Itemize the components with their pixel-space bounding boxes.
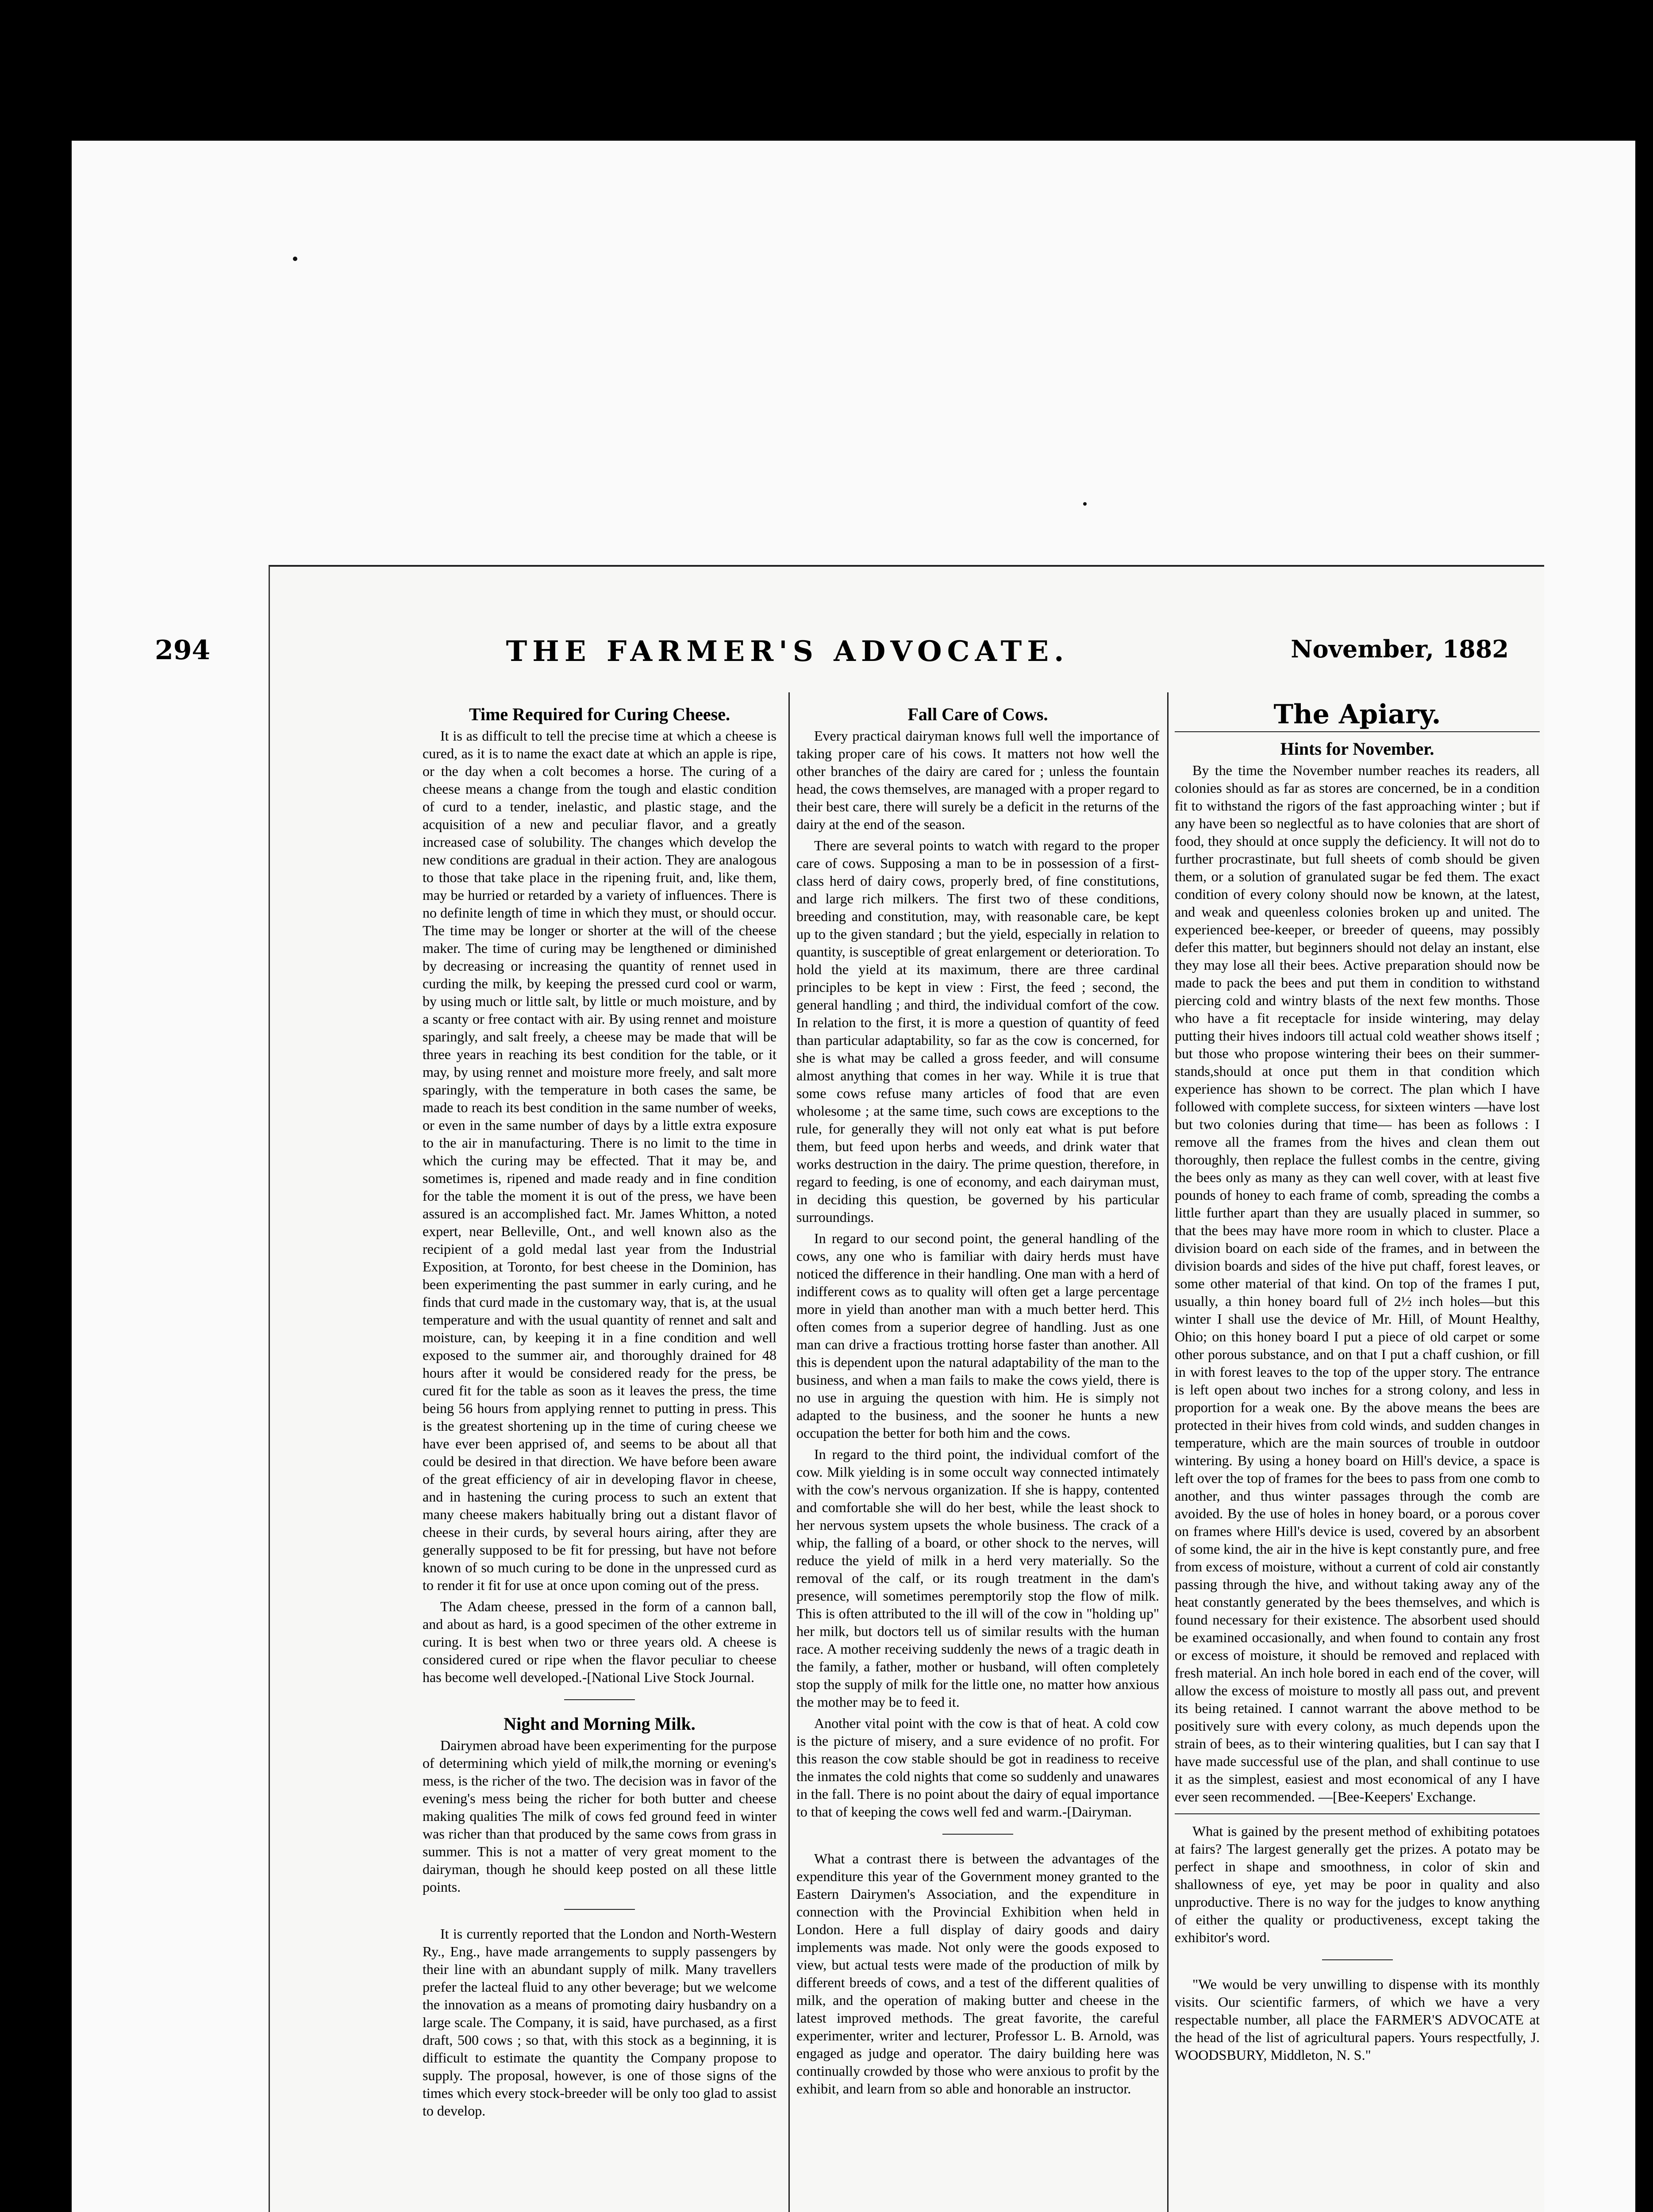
section-title: The Apiary. (1273, 699, 1441, 730)
divider (564, 1909, 635, 1910)
column-rule (1167, 692, 1169, 2212)
article-paragraph: In regard to our second point, the general handling of the cows, any one who is familiar with dairy herds must have noticed the difference in their handling. One man with a herd of indifferent cows as to quality will often get a large percentage more in yield than another man with a much better herd. This often comes from a superior degree of handling. Just as one man can drive a fractious trotting horse faster than another. All this is dependent upon the natural adaptability of the man to the business, and when a man fails to make the cows yield, there is no use in arguing the question with him. He is simply not adapted to the business, and the sooner he hunts a new occupation the better for both him and the cows. (796, 1230, 1159, 1441)
column-rule (788, 692, 790, 2212)
section-rule (1175, 731, 1540, 732)
article-paragraph: It is as difficult to tell the precise time at which a cheese is cured, as it is to name the exact date at which an apple is ripe, or the day when a colt becomes a horse. The curing of a cheese means a change from the tough and elastic condition of curd to a tender, inelastic, and plastic stage, and the acquisition of a new and peculiar flavor, and a greatly increased case of solubility. The changes which develop the new conditions are gradual in their action. They are analogous to those that take place in the ripening fruit, and, like them, may be hurried or retarded by a variety of influences. There is no definite length of time in which they must, or should occur. The time may be longer or shorter at the will of the cheese maker. The time of curing may be lengthened or diminished by decreasing or increasing the quantity of rennet used in curding the milk, by keeping the pressed curd cool or warm, by using much or little salt, by little or much moisture, and by a scanty or free contact with air. By using rennet and moisture sparingly, and salt freely, a cheese may be made that will be three years in reaching its best condition for the table, or it may, by using rennet and moisture more freely, and salt more sparingly, with the temperature in both cases the same, be made to reach its best condition in the same number of weeks, or even in the same number of days by a little extra exposure to the air in manufacturing. There is no limit to the time in which the curing may be effected. That it may be, and sometimes is, ripened and made ready and in fine condition for the table the moment it is out of the press, we have been assured is an accomplished fact. Mr. James Whitton, a noted expert, near Belleville, Ont., and well known also as the recipient of a gold medal last year from the Industrial Exposition, at Toronto, for best cheese in the Dominion, has been experimenting the past summer in early curing, and he finds that curd made in the customary way, that is, at the usual temperature and with the usual quantity of rennet and salt and moisture, can, by keeping it in a fine condition and well exposed to the summer air, and thoroughly drained for 48 hours after it would be considered ready for the press, be cured fit for the table as soon as it leaves the press, the time being 56 hours from applying rennet to putting in press. This is the greatest shortening up in the time of curing cheese we have ever been apprised of, and seems to be about all that could be desired in that direction. We have before been aware of the great efficiency of air in developing flavor in cheese, and in hastening the curing process to such an extent that many cheese makers habitually bring out a distant flavor of cheese in their curds, by several hours airing, after they are generally supposed to be fit for pressing, but have not before known of so much curing to be done in the unpressed curd as to render it fit for use at once upon coming out of the press. (423, 728, 777, 1593)
masthead (155, 635, 1509, 670)
divider (1175, 1813, 1540, 1814)
article-paragraph: By the time the November number reaches its readers, all colonies should as far as stores are concerned, be in a condition fit to withstand the rigors of the fast approaching winter ; but if any have been so neglectful as to have colonies that are short of food, they should at once supply the deficiency. It will not do to further procrastinate, but full sheets of comb should be given them, or a solution of granulated sugar be fed them. The exact condition of every colony should now be known, at the latest, and weak and queenless colonies broken up and united. The experienced bee-keeper, or breeder of queens, may possibly defer this matter, but beginners should not delay an instant, else they may lose all their bees. Active preparation should now be made to pack the bees and put them in condition to withstand piercing cold and wintry blasts of the next few months. Those who have a fit receptacle for inside wintering, may delay putting their hives indoors till actual cold weather shows itself ; but those who propose wintering their bees on their summer-stands,should at once put them in that condition which experience has shown to be correct. The plan which I have followed with complete success, for sixteen winters —have lost but two colonies during that time— has been as follows : I remove all the frames from the hives and clean them out thoroughly, then replace the fullest combs in the centre, giving the bees only as many as they can well cover, with at least five pounds of honey to each frame of comb, spreading the combs a little further apart than they are usually placed in summer, so that the bees may have more room in which to cluster. Place a division board on each side of the frames, and in between the division boards and sides of the hive put chaff, forest leaves, or some other material of that kind. On top of the frames I put, usually, a thin honey board full of 2½ inch holes—but this winter I shall use the device of Mr. Hill, of Mount Healthy, Ohio; on this honey board I put a piece of old carpet or some other porous substance, and on that I put a chaff cushion, or fill in with forest leaves to the top of the upper story. The entrance is left open about two inches for a strong colony, and less in proportion for a weak one. By the above means the bees are protected in their hives from cold winds, and sudden changes in temperature, which are the main sources of trouble in outdoor wintering. By using a honey board on Hill's device, a space is left over the top of frames for the bees to pass from one comb to another, and thus winter passages through the comb are avoided. By the use of holes in honey board, or a porous cover on frames where Hill's device is used, covered by an absorbent of some kind, the air in the hive is kept constantly pure, and free from excess of moisture, without a current of cold air constantly passing through the hive, and without taking away any of the heat constantly generated by the bees themselves, and which is found necessary for their existence. The absorbent used should be examined occasionally, and when found to contain any frost or excess of moisture, it should be removed and replaced with fresh material. An inch hole bored in each end of the cover, will allow the excess of moisture to mostly all pass out, and prevent its being retained. I cannot warrant the above method to be positively sure with every colony, as much depends upon the strain of bees, as to their wintering qualities, but I can say that I have made successful use of the plan, and shall continue to use it as the simplest, easiest and most economical of any I have ever seen recommended. —[Bee-Keepers' Exchange. (1175, 762, 1540, 1805)
article-paragraph: Another vital point with the cow is that of heat. A cold cow is the picture of misery, and a sure evidence of no profit. For this reason the cow stable should be got in readiness to receive the inmates the cold nights that come so suddenly and unawares in the fall. There is no point about the dairy of equal importance to that of keeping the cows well fed and warm.-[Dairyman. (796, 1715, 1159, 1820)
column-3 (1175, 699, 1540, 2067)
divider (942, 1834, 1013, 1835)
article-paragraph: In regard to the third point, the individual comfort of the cow. Milk yielding is in some occult way connected intimately with the cow's nervous organization. If she is happy, contented and comfortable she will do her best, while the least shock to her nervous system upsets the whole business. The crack of a whip, the falling of a board, or other shock to the nerves, will reduce the yield of milk in a herd very materially. So the removal of the calf, or its rough treatment in the dam's presence, will sometimes peremptorily stop the flow of milk. This is often attributed to the ill will of the cow in "holding up" her milk, but doctors tell us of similar results with the human race. A mother receiving suddenly the news of a tragic death in the family, a father, mother or husband, will often completely stop the supply of milk for the little one, no matter how anxious the mother may be to feed it. (796, 1446, 1159, 1710)
column-2 (796, 706, 1159, 2101)
article-paragraph: What a contrast there is between the advantages of the expenditure this year of the Government money granted to the Eastern Dairymen's Association, and the expenditure in connection with the Provincial Exhibition when held in London. Here a full display of dairy goods and dairy implements was made. Not only were the goods exposed to view, but actual tests were made of the production of milk by different breeds of cows, and a test of the different qualities of milk, and the operation of making butter and cheese in the latest improved methods. The great favorite, the careful experimenter, writer and lecturer, Professor L. B. Arnold, was engaged as judge and operator. The dairy building here was continually crowded by those who were anxious to profit by the exhibit, and learn from so able and honorable an instructor. (796, 1851, 1159, 2097)
article-paragraph: There are several points to watch with regard to the proper care of cows. Supposing a man to be in possession of a first-class herd of dairy cows, properly bred, of fine constitutions, and large rich milkers. The first two of these conditions, breeding and constitution, may, with reasonable care, be kept up to the given standard ; but the yield, especially in relation to quantity, is susceptible of great enlargement or deterioration. To hold the yield at its maximum, there are three cardinal principles to be kept in view : First, the feed ; second, the general handling ; and third, the individual comfort of the cow. In relation to the first, it is more a question of quantity of feed than particular adaptability, so far as the cow is concerned, for she is what may be called a gross feeder, and will consume almost anything that comes in her way. While it is true that some cows refuse many articles of food that are even wholesome ; at the same time, such cows are exceptions to the rule, for generally they will not only eat what is put before them, but feed upon herbs and weeds, and drink water that works destruction in the dairy. The prime question, therefore, in regard to feeding, is one of economy, and each dairyman must, in deciding this question, be governed by his particular surroundings. (796, 837, 1159, 1225)
masthead-title: THE FARMER'S ADVOCATE. (506, 635, 1069, 668)
article-paragraph: "We would be very unwilling to dispense with its monthly visits. Our scientific farmers, of which we have a very respectable number, all place the FARMER'S ADVOCATE at the head of the list of agricultural papers. Yours respectfully, J. WOODSBURY, Middleton, N. S." (1175, 1976, 1540, 2063)
divider (1322, 1959, 1393, 1960)
divider (564, 1699, 635, 1700)
article-paragraph: Every practical dairyman knows full well the importance of taking proper care of his cows. It matters not how well the other branches of the dairy are cared for ; unless the fountain head, the cows themselves, are managed with a proper regard to their best care, there will surely be a deficit in the returns of the dairy at the end of the season. (796, 728, 1159, 832)
article-heading: Fall Care of Cows. (907, 704, 1048, 724)
column-1 (423, 706, 777, 2123)
article-paragraph: What is gained by the present method of exhibiting potatoes at fairs? The largest generally get the prizes. A potato may be perfect in shape and smoothness, in color of skin and shallowness of eye, yet may be poor in quality and also unproductive. There is no way for the judges to know anything of either the quality or productiveness, except taking the exhibitor's word. (1175, 1823, 1540, 1945)
ink-speck (1083, 502, 1087, 506)
article-paragraph: The Adam cheese, pressed in the form of a cannon ball, and about as hard, is a good specimen of the other extreme in curing. It is best when two or three years old. A cheese is considered cured or ripe when the flavor peculiar to cheese has become well developed.-[National Live Stock Journal. (423, 1598, 777, 1685)
article-heading: Hints for November. (1280, 739, 1434, 759)
article-paragraph: It is currently reported that the London and North-Western Ry., Eng., have made arrangements to supply passengers by their line with an abundant supply of milk. Many travellers prefer the lacteal fluid to any other beverage; but we welcome the innovation as a means of promoting dairy husbandry on a large scale. The Company, it is said, have purchased, as a first draft, 500 cows ; so that, with this stock as a beginning, it is difficult to estimate the quantity the Company propose to supply. The proposal, however, is one of those signs of the times which every stock-breeder will be only too glad to assist to develop. (423, 1926, 777, 2119)
ink-speck (293, 257, 297, 261)
masthead-date: November, 1882 (1291, 635, 1509, 663)
page-number: 294 (155, 635, 211, 666)
article-heading: Night and Morning Milk. (504, 1714, 696, 1734)
article-heading: Time Required for Curing Cheese. (469, 704, 730, 724)
article-paragraph: Dairymen abroad have been experimenting for the purpose of determining which yield of milk,the morning or evening's mess, is the richer of the two. The decision was in favor of the evening's mess being the richer for both butter and cheese making qualities The milk of cows fed ground feed in winter was richer than that produced by the same cows from grass in summer. This is not a matter of very great moment to the dairyman, though he should keep posted on all these little points. (423, 1737, 777, 1895)
